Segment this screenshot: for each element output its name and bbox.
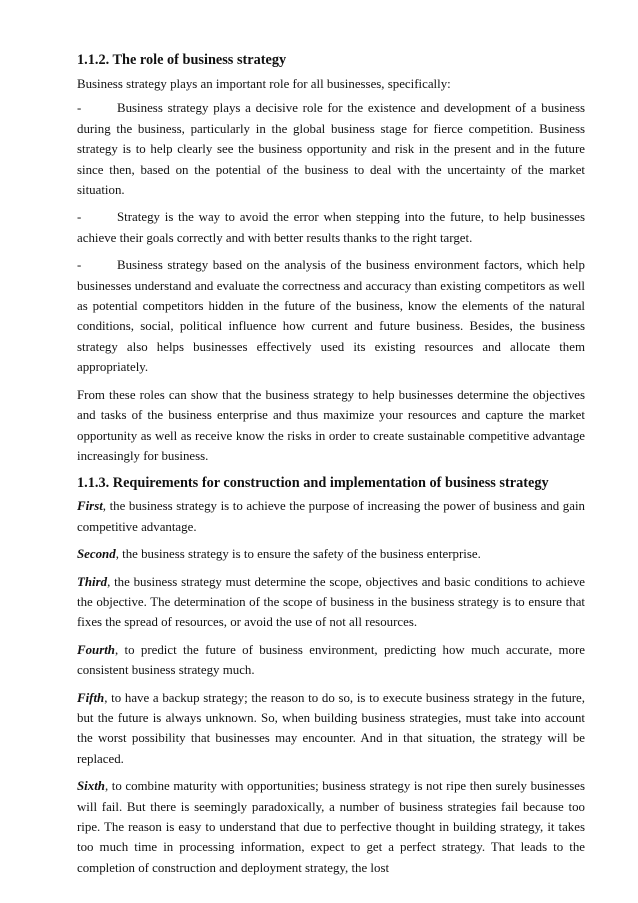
- bullet-marker: -: [77, 258, 82, 273]
- requirement-text: , to have a backup strategy; the reason to do so, is to execute business strategy in the future, but the future is always unknown. So, when building business strategies, must take into account the worst possibility that businesses may encounter. And in that situation, the strategy will be replaced.: [77, 690, 585, 766]
- section-heading-requirements: 1.1.3. Requirements for construction and implementation of business strategy: [77, 475, 549, 492]
- bullet-paragraph: [77, 98, 585, 200]
- requirement-paragraph: [77, 496, 585, 537]
- intro-paragraph: Business strategy plays an important role for all businesses, specifically:: [77, 77, 451, 91]
- bullet-text: Strategy is the way to avoid the error when stepping into the future, to help businesses achieve their goals correctly and with better results thanks to the right target.: [77, 210, 585, 245]
- conclusion-paragraph: From these roles can show that the business strategy to help businesses determine the objectives and tasks of the business enterprise and thus maximize your resources and capture the market opportunity as well as receive know the risks in order to create sustainable competitive advantage increasingly for business.: [77, 387, 585, 463]
- bullet-text: Business strategy based on the analysis of the business environment factors, which help businesses understand and evaluate the correctness and accuracy than existing competitors as well as potential competitors hidden in the future of the business, know the elements of the natural conditions, social, political influence how current and future business. Besides, the business strategy also helps businesses effectively used its existing resources and allocate them appropriately.: [77, 258, 585, 375]
- requirement-paragraph: [77, 776, 585, 878]
- bullet-marker: -: [77, 101, 82, 116]
- requirement-text: , the business strategy must determine the scope, objectives and basic conditions to achieve the objective. The determination of the scope of business in the business strategy is to ensure that fixes the spread of resources, or avoid the use of not all resources.: [77, 574, 585, 630]
- requirement-paragraph: [77, 544, 585, 564]
- requirement-paragraph: [77, 572, 585, 633]
- document-page: [77, 50, 585, 885]
- requirement-lead: Third: [77, 574, 108, 589]
- requirement-text: , the business strategy is to ensure the safety of the business enterprise.: [115, 547, 481, 562]
- requirement-text: , to combine maturity with opportunities; business strategy is not ripe then surely businesses will fail. But there is seemingly paradoxically, a number of business strategies fail because too ripe. The reason is easy to understand that due to perfective thought in building strategy, it takes too much time in processing information, expect to get a perfect strategy. That leads to the completion of construction and deployment strategy, the lost: [77, 779, 585, 875]
- bullet-paragraph: [77, 207, 585, 248]
- requirement-lead: Sixth: [77, 779, 105, 794]
- bullet-marker: -: [77, 210, 82, 225]
- requirement-lead: Fourth: [77, 642, 115, 657]
- requirement-lead: First: [77, 499, 103, 514]
- requirement-lead: Second: [77, 547, 116, 562]
- requirement-text: , to predict the future of business environment, predicting how much accurate, more consistent business strategy much.: [77, 642, 585, 678]
- bullet-paragraph: [77, 255, 585, 377]
- requirement-text: , the business strategy is to achieve the purpose of increasing the power of business and gain competitive advantage.: [77, 499, 585, 534]
- requirement-paragraph: [77, 640, 585, 681]
- requirement-lead: Fifth: [77, 690, 105, 705]
- section-heading-role-of-strategy: 1.1.2. The role of business strategy: [77, 52, 287, 68]
- requirement-paragraph: [77, 688, 585, 770]
- bullet-text: Business strategy plays a decisive role for the existence and development of a business during the business, particularly in the global business stage for fierce competition. Business strategy is to help clearly see the business opportunity and risk in the present and in the future since then, based on the potential of the business to deal with the uncertainty of the market situation.: [77, 101, 585, 198]
